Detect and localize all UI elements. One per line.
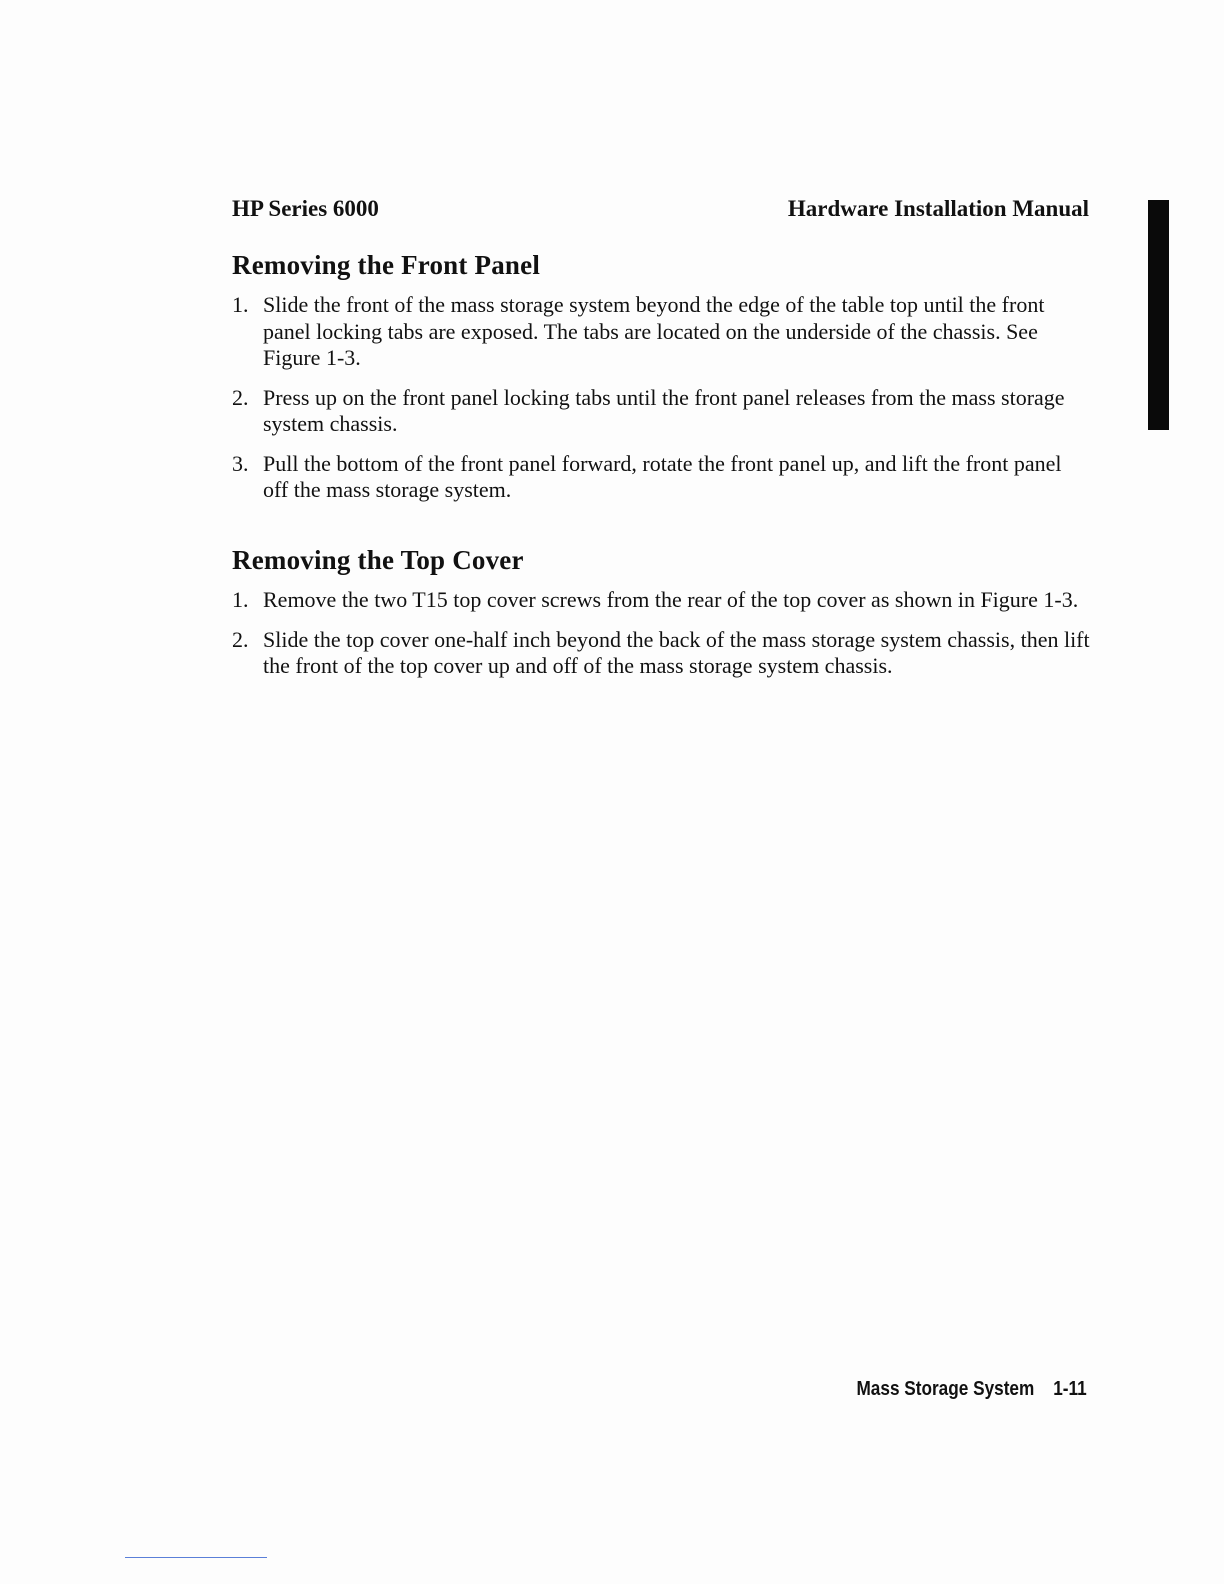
step-list	[232, 292, 1092, 504]
section-heading: Removing the Top Cover	[232, 545, 524, 575]
list-item	[232, 627, 1092, 680]
step-text: Slide the front of the mass storage system beyond the edge of the table top until the front panel locking tabs are exposed. The tabs are located on the underside of the chassis. See Figure 1-3.	[263, 292, 1045, 370]
list-item	[232, 587, 1092, 614]
step-number: 1.	[232, 292, 249, 317]
list-item	[232, 292, 1092, 372]
section-heading: Removing the Front Panel	[232, 250, 541, 280]
header-product: HP Series 6000	[232, 196, 379, 221]
step-text: Slide the top cover one-half inch beyond the back of the mass storage system chassis, then lift the front of the top cover up and off of the mass storage system chassis.	[263, 626, 1090, 678]
step-list	[232, 587, 1092, 680]
section-removing-top-cover	[232, 543, 1092, 693]
footer-section-title: Mass Storage System	[856, 1378, 1035, 1400]
header-manual-title: Hardware Installation Manual	[787, 196, 1089, 221]
step-text: Press up on the front panel locking tabs until the front panel releases from the mass storage system chassis.	[263, 384, 1065, 436]
list-item	[232, 451, 1092, 504]
step-number: 2.	[232, 626, 249, 652]
step-text: Remove the two T15 top cover screws from the rear of the top cover as shown in Figure 1-3.	[263, 587, 1079, 612]
page-number: 1-11	[1053, 1378, 1087, 1400]
bottom-rule	[125, 1557, 267, 1558]
chapter-thumb-tab	[1148, 200, 1169, 430]
step-number: 1.	[232, 587, 249, 612]
step-number: 3.	[232, 450, 249, 476]
page-footer	[857, 1376, 1087, 1402]
section-removing-front-panel	[232, 248, 1092, 517]
step-text: Pull the bottom of the front panel forward, rotate the front panel up, and lift the front panel off the mass storage system.	[263, 450, 1062, 502]
step-number: 2.	[232, 384, 249, 410]
list-item	[232, 385, 1092, 438]
